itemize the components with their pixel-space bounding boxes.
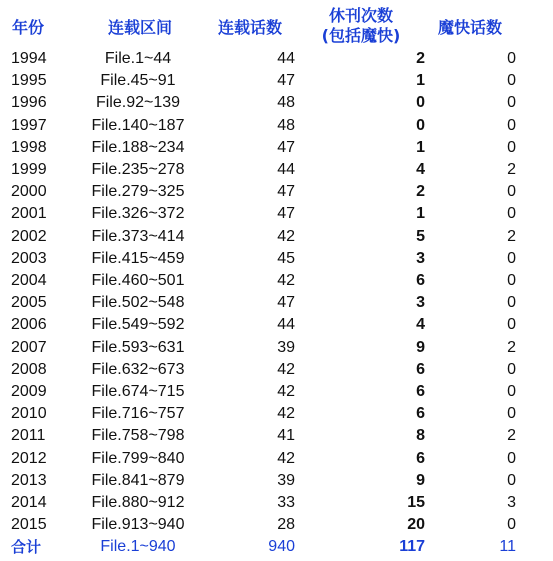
table-header xyxy=(0,0,553,48)
cell-breaks: 4 xyxy=(416,316,425,334)
cell-range: File.279~325 xyxy=(91,183,185,201)
cell-range: File.674~715 xyxy=(91,383,185,400)
cell-range: File.549~592 xyxy=(91,316,185,334)
cell-magic: 0 xyxy=(507,316,516,334)
cell-year: 1999 xyxy=(11,161,47,178)
cell-magic: 0 xyxy=(507,405,516,423)
header-breaks-line2: (包括魔快) xyxy=(321,26,401,45)
table-row xyxy=(0,359,553,381)
cell-range: File.913~940 xyxy=(91,516,185,534)
table-row xyxy=(0,92,553,114)
cell-year: 2014 xyxy=(11,494,47,511)
cell-count: 41 xyxy=(277,427,295,445)
table-row xyxy=(0,48,553,70)
cell-magic: 0 xyxy=(507,205,516,223)
cell-range: File.140~187 xyxy=(91,116,185,134)
cell-year: 2004 xyxy=(11,272,47,289)
cell-range: File.799~840 xyxy=(91,449,185,467)
header-magic-kaito: 魔快话数 xyxy=(438,18,503,37)
cell-range: File.415~459 xyxy=(91,249,185,267)
cell-range: File.326~372 xyxy=(91,205,185,223)
total-range: File.1~940 xyxy=(100,538,176,556)
total-magic: 11 xyxy=(499,538,516,556)
cell-magic: 0 xyxy=(507,516,516,534)
cell-magic: 2 xyxy=(507,427,516,445)
header-year: 年份 xyxy=(12,18,45,37)
table-row xyxy=(0,314,553,336)
cell-breaks: 8 xyxy=(416,427,425,445)
table-row xyxy=(0,70,553,92)
table-row xyxy=(0,248,553,270)
cell-breaks: 2 xyxy=(416,183,425,201)
cell-magic: 2 xyxy=(507,338,516,356)
cell-magic: 0 xyxy=(507,138,516,156)
header-chapter-count: 连载话数 xyxy=(218,18,283,37)
cell-count: 44 xyxy=(277,316,295,334)
table-row xyxy=(0,203,553,225)
cell-breaks: 2 xyxy=(416,50,425,67)
cell-range: File.593~631 xyxy=(91,338,185,356)
cell-breaks: 15 xyxy=(407,494,425,511)
table-row xyxy=(0,403,553,425)
cell-count: 48 xyxy=(277,116,295,134)
total-breaks: 117 xyxy=(399,538,425,556)
table-row xyxy=(0,270,553,292)
cell-magic: 0 xyxy=(507,50,516,67)
cell-range: File.188~234 xyxy=(91,138,185,156)
table-row xyxy=(0,448,553,470)
cell-year: 2015 xyxy=(11,516,47,534)
cell-year: 2008 xyxy=(11,360,47,378)
table-row xyxy=(0,492,553,514)
table-row xyxy=(0,292,553,314)
cell-breaks: 3 xyxy=(416,249,425,267)
cell-range: File.502~548 xyxy=(91,294,185,312)
cell-breaks: 0 xyxy=(416,94,425,112)
cell-breaks: 3 xyxy=(416,294,425,312)
cell-year: 2006 xyxy=(11,316,47,334)
table-row xyxy=(0,137,553,159)
cell-breaks: 9 xyxy=(416,338,425,356)
cell-year: 2012 xyxy=(11,449,47,467)
cell-magic: 0 xyxy=(507,183,516,201)
cell-year: 2011 xyxy=(11,427,46,445)
cell-count: 47 xyxy=(277,138,295,156)
cell-breaks: 1 xyxy=(416,72,425,90)
cell-magic: 0 xyxy=(507,360,516,378)
cell-magic: 0 xyxy=(507,116,516,134)
cell-magic: 3 xyxy=(507,494,516,511)
cell-magic: 2 xyxy=(507,227,516,245)
table-row xyxy=(0,514,553,536)
cell-year: 1996 xyxy=(11,94,47,112)
cell-count: 47 xyxy=(277,183,295,201)
cell-count: 42 xyxy=(277,227,295,245)
cell-breaks: 5 xyxy=(416,227,425,245)
cell-range: File.460~501 xyxy=(91,272,185,289)
table-row xyxy=(0,226,553,248)
table-row xyxy=(0,181,553,203)
cell-breaks: 6 xyxy=(416,383,425,400)
cell-count: 44 xyxy=(277,161,295,178)
cell-breaks: 20 xyxy=(407,516,425,534)
cell-year: 1995 xyxy=(11,72,47,90)
cell-magic: 0 xyxy=(507,471,516,489)
cell-year: 2000 xyxy=(11,183,47,201)
header-range: 连载区间 xyxy=(108,18,173,37)
table-row xyxy=(0,425,553,447)
cell-breaks: 9 xyxy=(416,471,425,489)
cell-range: File.880~912 xyxy=(91,494,185,511)
cell-magic: 0 xyxy=(507,294,516,312)
cell-range: File.632~673 xyxy=(91,360,185,378)
cell-count: 47 xyxy=(277,294,295,312)
total-year: 合计 xyxy=(11,538,42,557)
header-breaks xyxy=(318,6,404,46)
cell-count: 42 xyxy=(277,272,295,289)
table-row xyxy=(0,470,553,492)
cell-year: 2013 xyxy=(11,471,47,489)
table-row xyxy=(0,159,553,181)
cell-year: 1998 xyxy=(11,138,47,156)
cell-count: 42 xyxy=(277,449,295,467)
cell-range: File.235~278 xyxy=(91,161,185,178)
cell-count: 47 xyxy=(277,205,295,223)
total-count: 940 xyxy=(268,538,295,556)
cell-year: 2002 xyxy=(11,227,47,245)
cell-breaks: 0 xyxy=(416,116,425,134)
cell-count: 48 xyxy=(277,94,295,112)
cell-count: 33 xyxy=(277,494,295,511)
cell-range: File.92~139 xyxy=(95,94,181,112)
cell-count: 39 xyxy=(277,338,295,356)
cell-count: 42 xyxy=(277,383,295,400)
cell-magic: 0 xyxy=(507,383,516,400)
table-row xyxy=(0,337,553,359)
cell-range: File.1~44 xyxy=(104,50,172,67)
cell-breaks: 6 xyxy=(416,272,425,289)
cell-year: 2001 xyxy=(11,205,47,223)
cell-year: 2003 xyxy=(11,249,47,267)
cell-range: File.841~879 xyxy=(91,471,185,489)
cell-range: File.373~414 xyxy=(91,227,185,245)
cell-range: File.45~91 xyxy=(100,72,176,90)
cell-year: 2009 xyxy=(11,383,47,400)
cell-count: 47 xyxy=(277,72,295,90)
cell-year: 1997 xyxy=(11,116,47,134)
cell-count: 42 xyxy=(277,360,295,378)
cell-count: 39 xyxy=(277,471,295,489)
cell-breaks: 6 xyxy=(416,405,425,423)
cell-year: 1994 xyxy=(11,50,47,67)
cell-breaks: 6 xyxy=(416,449,425,467)
cell-breaks: 1 xyxy=(416,138,425,156)
header-breaks-line1: 休刊次数 xyxy=(328,6,393,25)
cell-breaks: 4 xyxy=(416,161,425,178)
cell-count: 28 xyxy=(277,516,295,534)
cell-magic: 0 xyxy=(507,272,516,289)
table-row xyxy=(0,115,553,137)
cell-magic: 0 xyxy=(507,249,516,267)
cell-range: File.716~757 xyxy=(91,405,185,423)
cell-range: File.758~798 xyxy=(91,427,185,445)
cell-magic: 0 xyxy=(507,449,516,467)
cell-magic: 0 xyxy=(507,72,516,90)
cell-year: 2007 xyxy=(11,338,47,356)
total-row xyxy=(0,536,553,558)
cell-year: 2005 xyxy=(11,294,47,312)
table-row xyxy=(0,381,553,403)
cell-count: 42 xyxy=(277,405,295,423)
cell-magic: 0 xyxy=(507,94,516,112)
cell-breaks: 6 xyxy=(416,360,425,378)
cell-breaks: 1 xyxy=(416,205,425,223)
cell-count: 44 xyxy=(277,50,295,67)
cell-count: 45 xyxy=(277,249,295,267)
cell-year: 2010 xyxy=(11,405,47,423)
cell-magic: 2 xyxy=(507,161,516,178)
